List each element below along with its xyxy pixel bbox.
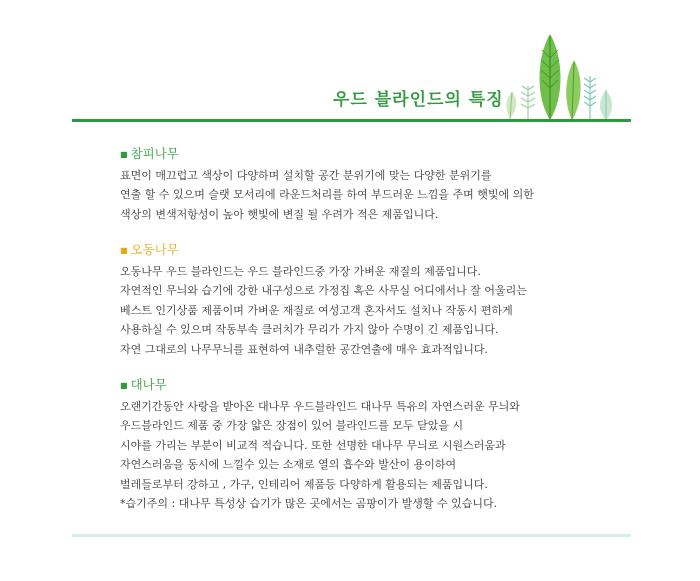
body-line: 색상의 변색저항성이 높아 햇빛에 변질 될 우려가 적은 제품입니다.: [120, 207, 439, 221]
body-line: 오동나무 우드 블라인드는 우드 블라인드중 가장 가벼운 재질의 제품입니다.: [120, 264, 481, 278]
section-linden: [120, 144, 534, 224]
page-title: 우드 블라인드의 특징: [333, 90, 504, 110]
bottom-divider: [72, 534, 631, 537]
square-bullet-icon: ■: [120, 381, 128, 390]
body-line: 자연적인 무늬와 습기에 강한 내구성으로 가정집 혹은 사무실 어디에서나 잘 어울리는: [120, 284, 527, 297]
body-line: 베스트 인기상품 제품이며 가벼운 재질로 여성고객 혼자서도 설치나 작동시 편하게: [120, 303, 513, 317]
body-line: 연출 할 수 있으며 슬랫 모서리에 라운드처리를 하여 부드러운 느낌을 주며 햇빛에 의한: [120, 188, 534, 201]
section-paulownia: [120, 240, 527, 359]
body-line: 표면이 매끄럽고 색상이 다양하며 설치할 공간 분위기에 맞는 다양한 분위기를: [120, 168, 492, 182]
square-bullet-icon: ■: [120, 246, 128, 255]
top-divider: [72, 119, 631, 122]
body-line: 사용하실 수 있으며 작동부속 클러치가 무리가 가지 않아 수명이 긴 제품입니다.: [120, 323, 499, 336]
body-line: 우드블라인드 제품 중 가장 얇은 장점이 있어 블라인드를 모두 닫았을 시: [120, 419, 464, 432]
section-heading: ■ 오동나무: [120, 242, 179, 257]
body-line: 오랜기간동안 사랑을 받아온 대나무 우드블라인드 대나무 특유의 자연스러운 무늬와: [120, 399, 520, 413]
section-heading: ■ 대나무: [120, 377, 167, 392]
tree-leaves-icon: [498, 28, 618, 124]
square-bullet-icon: ■: [120, 150, 128, 159]
body-line: *습기주의 : 대나무 특성상 습기가 많은 곳에서는 곰팡이가 발생할 수 있습니다.: [120, 497, 498, 510]
section-bamboo: [120, 375, 520, 514]
section-heading: ■ 참피나무: [120, 146, 179, 161]
body-line: 자연 그대로의 나무무늬를 표현하여 내추럴한 공간연출에 매우 효과적입니다.: [120, 342, 489, 356]
body-line: 벌레들로부터 강하고 , 가구, 인테리어 제품등 다양하게 활용되는 제품입니다.: [120, 477, 488, 491]
body-line: 시야를 가리는 부분이 비교적 적습니다. 또한 선명한 대나무 무늬로 시원스러움과: [120, 438, 506, 452]
body-line: 자연스러움을 동시에 느낄수 있는 소재로 열의 흡수와 발산이 용이하여: [120, 458, 457, 471]
